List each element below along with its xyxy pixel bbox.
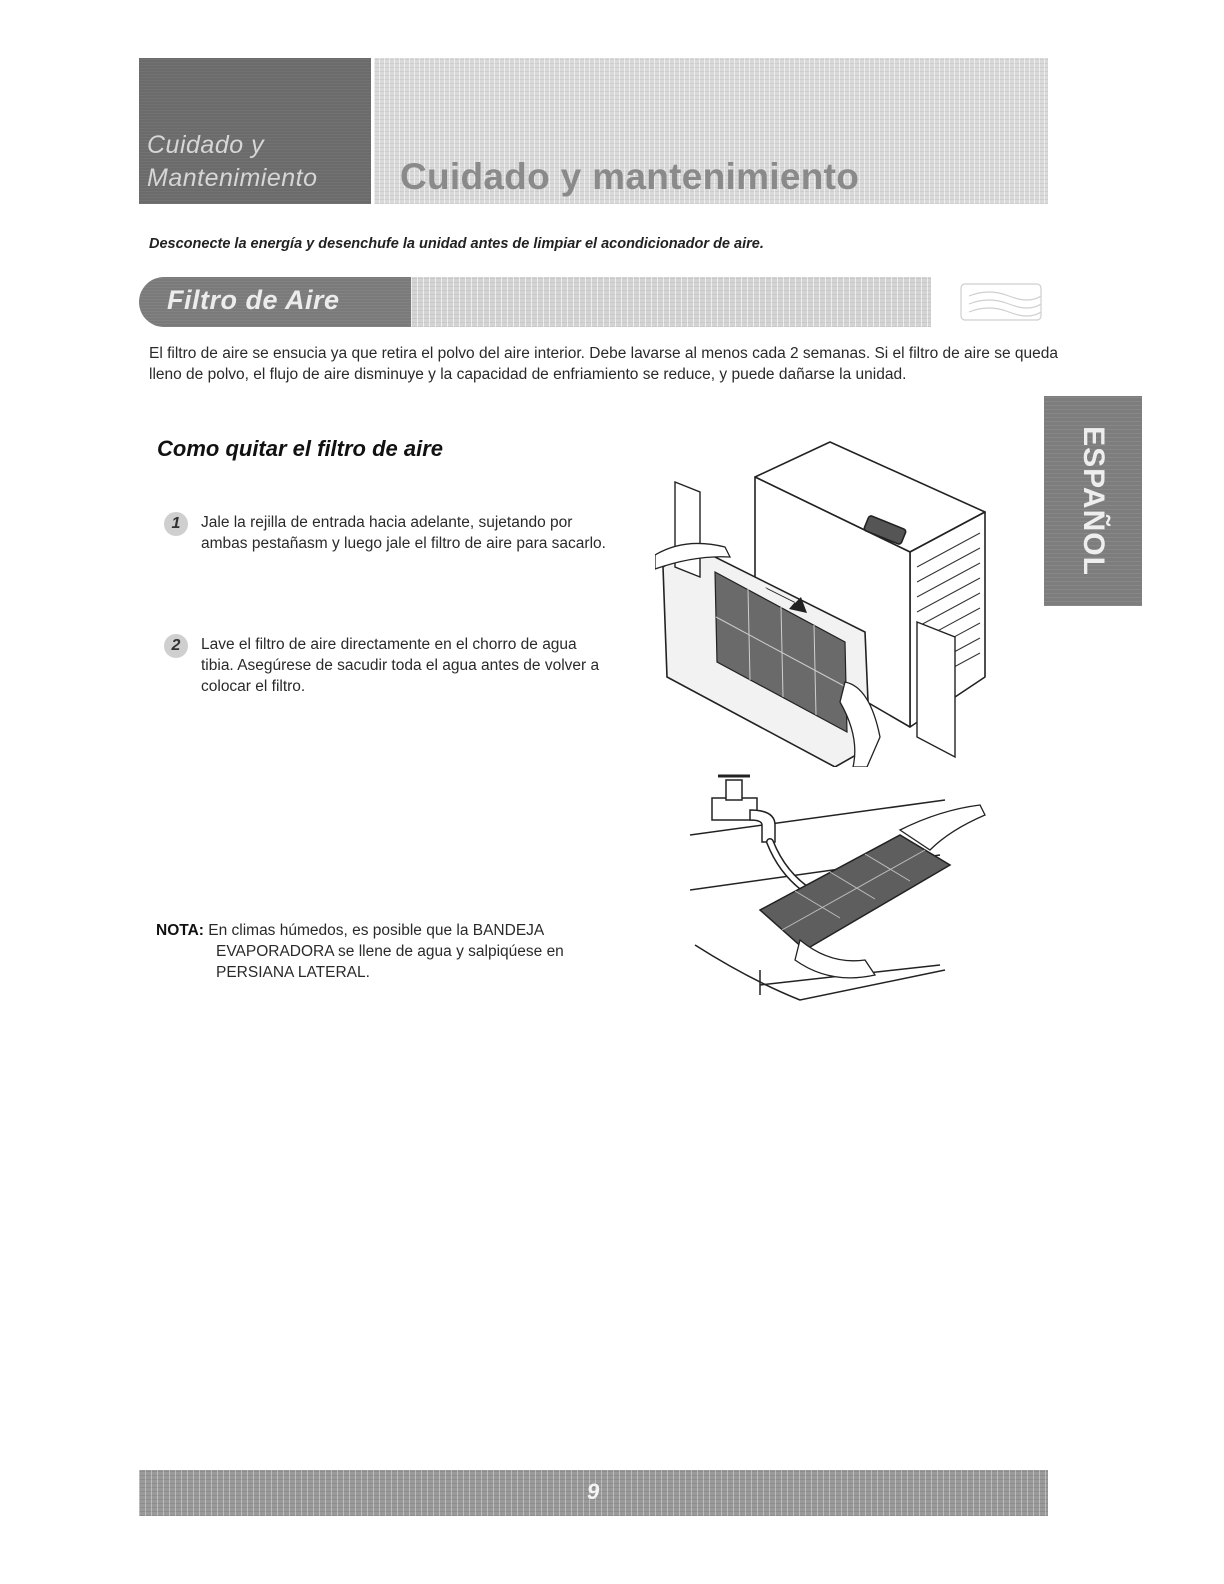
header-side-line-1: Cuidado y — [147, 131, 265, 159]
note-line-3: PERSIANA LATERAL. — [216, 964, 370, 981]
intro-paragraph: El filtro de aire se ensucia ya que retira el polvo del aire interior. Debe lavarse al menos cada 2 semanas. Si el filtro de aire se queda lleno de polvo, el flujo de aire disminuye y la capacidad de enfriamiento se reduce, y puede dañarse la unidad. — [149, 345, 1058, 383]
section-bar — [411, 277, 931, 327]
language-label: ESPAÑOL — [1077, 426, 1110, 576]
filter-washing-illustration — [690, 770, 1000, 1030]
page-title: Cuidado y mantenimiento — [400, 156, 860, 197]
subheading: Como quitar el filtro de aire — [157, 436, 444, 461]
section-title: Filtro de Aire — [167, 285, 340, 315]
section-title-pill — [139, 277, 411, 327]
step-2-number: 2 — [164, 634, 188, 658]
step-1-text: Jale la rejilla de entrada hacia adelante, sujetando por ambas pestañasm y luego jale el filtro de aire para sacarlo. — [201, 514, 606, 552]
air-icon — [955, 278, 1047, 326]
language-tab — [1044, 396, 1142, 606]
note-line-1: En climas húmedos, es posible que la BANDEJA — [208, 922, 545, 939]
step-1-number: 1 — [164, 512, 188, 536]
page-number: 9 — [587, 1479, 600, 1504]
header-side-block — [139, 58, 371, 204]
header-side-line-2: Mantenimiento — [147, 164, 318, 192]
note-line-2: EVAPORADORA se llene de agua y salpiqúese en — [216, 943, 564, 960]
step-2-text: Lave el filtro de aire directamente en el chorro de agua tibia. Asegúrese de sacudir toda el agua antes de volver a colocar el filtro. — [201, 636, 600, 695]
safety-warning: Desconecte la energía y desenchufe la unidad antes de limpiar el acondicionador de aire. — [149, 236, 764, 252]
note — [156, 920, 646, 983]
air-conditioner-illustration — [655, 437, 990, 767]
note-label: NOTA: — [156, 922, 204, 939]
